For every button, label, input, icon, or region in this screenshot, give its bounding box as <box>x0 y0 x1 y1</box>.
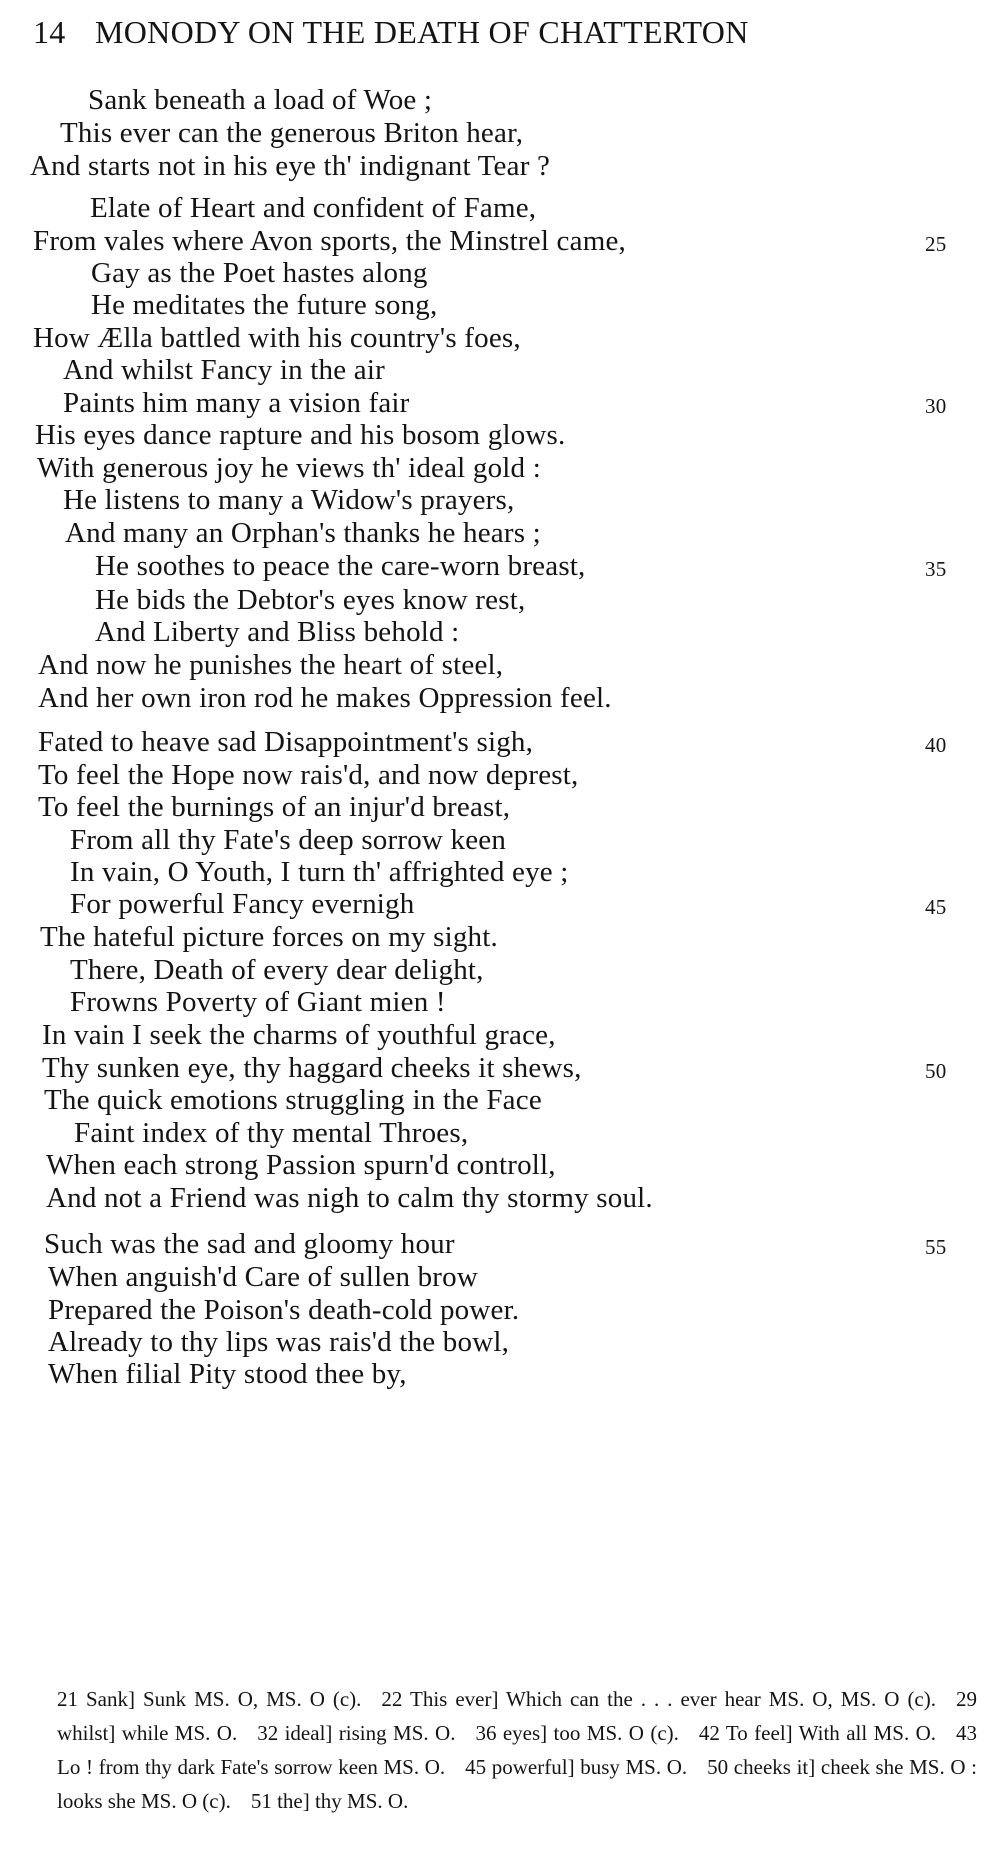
poem-line-text: Faint index of thy mental Throes, <box>74 1117 469 1149</box>
footnote: 42 To feel] With all MS. O. <box>698 1721 937 1745</box>
poem-line-text: He bids the Debtor's eyes know rest, <box>95 584 526 616</box>
footnote: 29 whilst] while MS. O. <box>57 1687 977 1745</box>
poem-line <box>0 1178 1000 1218</box>
footnotes <box>57 1682 977 1818</box>
poem-line-text: When each strong Passion spurn'd controll, <box>46 1149 556 1181</box>
poem-line-text: To feel the burnings of an injur'd breast, <box>38 791 511 823</box>
line-number: 25 <box>925 232 947 256</box>
poem-line-text: The hateful picture forces on my sight. <box>40 921 498 953</box>
poem-line-text: His eyes dance rapture and his bosom glows. <box>35 419 566 451</box>
poem-line <box>0 146 1000 186</box>
poem-line-text: And not a Friend was nigh to calm thy stormy soul. <box>46 1182 653 1214</box>
poem-line-text: He listens to many a Widow's prayers, <box>63 484 515 516</box>
poem-line-text: From vales where Avon sports, the Minstrel came, <box>33 225 626 257</box>
footnote: 50 cheeks it] cheek she MS. O : looks she MS. O (c). <box>57 1755 977 1813</box>
line-number: 30 <box>925 394 947 418</box>
footnote: 43 Lo ! from thy dark Fate's sorrow keen MS. O. <box>57 1721 978 1779</box>
line-number: 50 <box>925 1059 947 1083</box>
footnote: 51 the] thy MS. O. <box>250 1789 409 1813</box>
poem-line-text: Such was the sad and gloomy hour <box>44 1228 455 1260</box>
poem-line-text: With generous joy he views th' ideal gold : <box>37 452 541 484</box>
running-title: MONODY ON THE DEATH OF CHATTERTON <box>95 14 749 50</box>
footnote: 32 ideal] rising MS. O. <box>257 1721 456 1745</box>
poem-line-text: Paints him many a vision fair <box>63 387 410 419</box>
footnote: 45 powerful] busy MS. O. <box>465 1755 688 1779</box>
poem-line-text: Sank beneath a load of Woe ; <box>88 84 433 116</box>
poem-line-text: He soothes to peace the care-worn breast, <box>95 550 586 582</box>
poem-line-text: And Liberty and Bliss behold : <box>95 616 460 648</box>
poem-line-text: And her own iron rod he makes Oppression feel. <box>38 682 612 714</box>
poem-line <box>0 678 1000 718</box>
poem-line-text: Elate of Heart and confident of Fame, <box>90 192 537 224</box>
running-header <box>33 14 963 64</box>
poem-line-text: And now he punishes the heart of steel, <box>38 649 504 681</box>
poem-line-text: And starts not in his eye th' indignant Tear ? <box>30 150 551 182</box>
poem-line-text: For powerful Fancy evernigh <box>70 888 415 920</box>
poem-line-text: How Ælla battled with his country's foes, <box>33 322 521 354</box>
poem-line-text: He meditates the future song, <box>91 289 438 321</box>
poem-line-text: Gay as the Poet hastes along <box>91 257 428 289</box>
poem-line-text: Already to thy lips was rais'd the bowl, <box>48 1326 510 1358</box>
poem-line-text: Frowns Poverty of Giant mien ! <box>70 986 446 1018</box>
poem-line-text: When filial Pity stood thee by, <box>48 1358 407 1390</box>
footnote: 21 Sank] Sunk MS. O, MS. O (c). <box>57 1687 362 1711</box>
poem-line-text: And many an Orphan's thanks he hears ; <box>65 517 541 549</box>
line-number: 55 <box>925 1235 947 1259</box>
poem-line-text: And whilst Fancy in the air <box>63 354 385 386</box>
poem-line-text: To feel the Hope now rais'd, and now deprest, <box>38 759 579 791</box>
poem-line-text: This ever can the generous Briton hear, <box>60 117 524 149</box>
line-number: 45 <box>925 895 947 919</box>
footnote: 36 eyes] too MS. O (c). <box>475 1721 679 1745</box>
poem-line-text: Prepared the Poison's death-cold power. <box>48 1294 520 1326</box>
poem-line-text: When anguish'd Care of sullen brow <box>48 1261 479 1293</box>
poem-line-text: From all thy Fate's deep sorrow keen <box>70 824 507 856</box>
line-number: 40 <box>925 733 947 757</box>
line-number: 35 <box>925 557 947 581</box>
poem-line-text: Thy sunken eye, thy haggard cheeks it shews, <box>42 1052 582 1084</box>
footnote: 22 This ever] Which can the . . . ever hear MS. O, MS. O (c). <box>381 1687 936 1711</box>
poem-line <box>0 1354 1000 1394</box>
page-number: 14 <box>33 14 66 50</box>
poem-line-text: In vain, O Youth, I turn th' affrighted eye ; <box>70 856 569 888</box>
poem-line-text: In vain I seek the charms of youthful grace, <box>42 1019 556 1051</box>
poem-line-text: Fated to heave sad Disappointment's sigh, <box>38 726 534 758</box>
poem-line-text: There, Death of every dear delight, <box>70 954 484 986</box>
poem-line-text: The quick emotions struggling in the Face <box>44 1084 542 1116</box>
